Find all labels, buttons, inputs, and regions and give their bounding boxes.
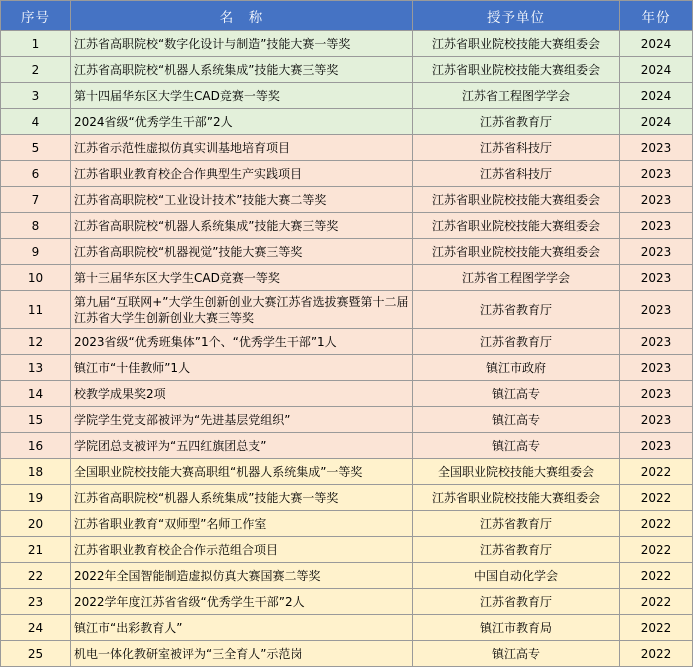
table-row [1, 329, 693, 355]
row-org: 中国自动化学会 [413, 563, 620, 589]
row-year: 2023 [620, 433, 693, 459]
row-year: 2023 [620, 291, 693, 329]
row-year: 2023 [620, 265, 693, 291]
row-org: 江苏省科技厅 [413, 135, 620, 161]
row-name: 江苏省职业教育校企合作典型生产实践项目 [71, 161, 413, 187]
table-row [1, 239, 693, 265]
row-year: 2023 [620, 213, 693, 239]
row-org: 江苏省教育厅 [413, 511, 620, 537]
table-row [1, 109, 693, 135]
table-row [1, 589, 693, 615]
table-row [1, 459, 693, 485]
row-org: 江苏省科技厅 [413, 161, 620, 187]
row-index: 7 [1, 187, 71, 213]
row-name: 学院团总支被评为“五四红旗团总支” [71, 433, 413, 459]
row-index: 22 [1, 563, 71, 589]
row-year: 2024 [620, 31, 693, 57]
row-year: 2022 [620, 511, 693, 537]
row-year: 2022 [620, 641, 693, 667]
table-row [1, 485, 693, 511]
table-row [1, 291, 693, 329]
row-year: 2024 [620, 57, 693, 83]
row-name: 江苏省高职院校“工业设计技术”技能大赛二等奖 [71, 187, 413, 213]
row-year: 2022 [620, 485, 693, 511]
row-name: 2024省级“优秀学生干部”2人 [71, 109, 413, 135]
row-name: 2022年全国智能制造虚拟仿真大赛国赛二等奖 [71, 563, 413, 589]
row-year: 2024 [620, 109, 693, 135]
row-index: 25 [1, 641, 71, 667]
row-year: 2022 [620, 537, 693, 563]
table-row [1, 135, 693, 161]
table-row [1, 187, 693, 213]
row-year: 2022 [620, 563, 693, 589]
row-year: 2022 [620, 615, 693, 641]
row-name: 机电一体化教研室被评为“三全育人”示范岗 [71, 641, 413, 667]
row-index: 5 [1, 135, 71, 161]
row-index: 1 [1, 31, 71, 57]
row-org: 江苏省教育厅 [413, 537, 620, 563]
table-row [1, 213, 693, 239]
row-index: 13 [1, 355, 71, 381]
row-org: 江苏省职业院校技能大赛组委会 [413, 485, 620, 511]
row-org: 江苏省教育厅 [413, 589, 620, 615]
row-index: 23 [1, 589, 71, 615]
row-name: 第十三届华东区大学生CAD竞赛一等奖 [71, 265, 413, 291]
table-row [1, 537, 693, 563]
row-org: 镇江高专 [413, 381, 620, 407]
row-org: 江苏省职业院校技能大赛组委会 [413, 239, 620, 265]
row-org: 江苏省教育厅 [413, 291, 620, 329]
row-name: 校教学成果奖2项 [71, 381, 413, 407]
row-name: 江苏省高职院校“机器视觉”技能大赛三等奖 [71, 239, 413, 265]
table-row [1, 83, 693, 109]
row-name: 江苏省职业教育校企合作示范组合项目 [71, 537, 413, 563]
row-org: 江苏省职业院校技能大赛组委会 [413, 187, 620, 213]
row-index: 12 [1, 329, 71, 355]
row-index: 3 [1, 83, 71, 109]
header-year: 年份 [620, 1, 693, 31]
table-row [1, 511, 693, 537]
table-row [1, 355, 693, 381]
row-name: 学院学生党支部被评为“先进基层党组织” [71, 407, 413, 433]
row-name: 江苏省高职院校“机器人系统集成”技能大赛一等奖 [71, 485, 413, 511]
row-name: 2023省级“优秀班集体”1个、“优秀学生干部”1人 [71, 329, 413, 355]
row-org: 镇江市教育局 [413, 615, 620, 641]
row-org: 镇江高专 [413, 433, 620, 459]
row-index: 16 [1, 433, 71, 459]
table-row [1, 265, 693, 291]
row-index: 20 [1, 511, 71, 537]
row-name: 江苏省职业教育“双师型”名师工作室 [71, 511, 413, 537]
row-name: 全国职业院校技能大赛高职组“机器人系统集成”一等奖 [71, 459, 413, 485]
row-name: 江苏省高职院校“机器人系统集成”技能大赛三等奖 [71, 57, 413, 83]
row-name: 江苏省示范性虚拟仿真实训基地培育项目 [71, 135, 413, 161]
row-org: 江苏省工程图学学会 [413, 265, 620, 291]
row-index: 6 [1, 161, 71, 187]
row-name: 2022学年度江苏省省级“优秀学生干部”2人 [71, 589, 413, 615]
table-row [1, 407, 693, 433]
row-index: 9 [1, 239, 71, 265]
row-index: 24 [1, 615, 71, 641]
row-index: 4 [1, 109, 71, 135]
header-name: 名 称 [71, 1, 413, 31]
row-year: 2023 [620, 161, 693, 187]
row-name: 镇江市“出彩教育人” [71, 615, 413, 641]
row-year: 2023 [620, 329, 693, 355]
row-org: 镇江高专 [413, 407, 620, 433]
row-org: 江苏省职业院校技能大赛组委会 [413, 57, 620, 83]
table-row [1, 31, 693, 57]
row-index: 2 [1, 57, 71, 83]
row-year: 2023 [620, 187, 693, 213]
row-org: 镇江高专 [413, 641, 620, 667]
row-year: 2022 [620, 589, 693, 615]
table-row [1, 57, 693, 83]
table-row [1, 563, 693, 589]
header-org: 授予单位 [413, 1, 620, 31]
row-org: 镇江市政府 [413, 355, 620, 381]
row-index: 15 [1, 407, 71, 433]
header-row [1, 1, 693, 31]
table-row [1, 615, 693, 641]
row-name: 江苏省高职院校“数字化设计与制造”技能大赛一等奖 [71, 31, 413, 57]
row-year: 2023 [620, 381, 693, 407]
row-index: 21 [1, 537, 71, 563]
row-org: 江苏省教育厅 [413, 109, 620, 135]
row-org: 江苏省工程图学学会 [413, 83, 620, 109]
row-org: 全国职业院校技能大赛组委会 [413, 459, 620, 485]
row-index: 14 [1, 381, 71, 407]
row-year: 2023 [620, 239, 693, 265]
row-index: 11 [1, 291, 71, 329]
row-name: 江苏省高职院校“机器人系统集成”技能大赛三等奖 [71, 213, 413, 239]
table-row [1, 641, 693, 667]
row-index: 8 [1, 213, 71, 239]
row-year: 2022 [620, 459, 693, 485]
table-row [1, 161, 693, 187]
row-year: 2023 [620, 355, 693, 381]
row-index: 19 [1, 485, 71, 511]
row-year: 2023 [620, 407, 693, 433]
row-name: 镇江市“十佳教师”1人 [71, 355, 413, 381]
row-org: 江苏省职业院校技能大赛组委会 [413, 31, 620, 57]
row-index: 10 [1, 265, 71, 291]
table-row [1, 381, 693, 407]
row-year: 2023 [620, 135, 693, 161]
row-year: 2024 [620, 83, 693, 109]
row-org: 江苏省教育厅 [413, 329, 620, 355]
table-row [1, 433, 693, 459]
row-name: 第十四届华东区大学生CAD竞赛一等奖 [71, 83, 413, 109]
row-name: 第九届“互联网+”大学生创新创业大赛江苏省选拔赛暨第十二届江苏省大学生创新创业大赛三等奖 [71, 291, 413, 329]
row-org: 江苏省职业院校技能大赛组委会 [413, 213, 620, 239]
header-index: 序号 [1, 1, 71, 31]
row-index: 18 [1, 459, 71, 485]
